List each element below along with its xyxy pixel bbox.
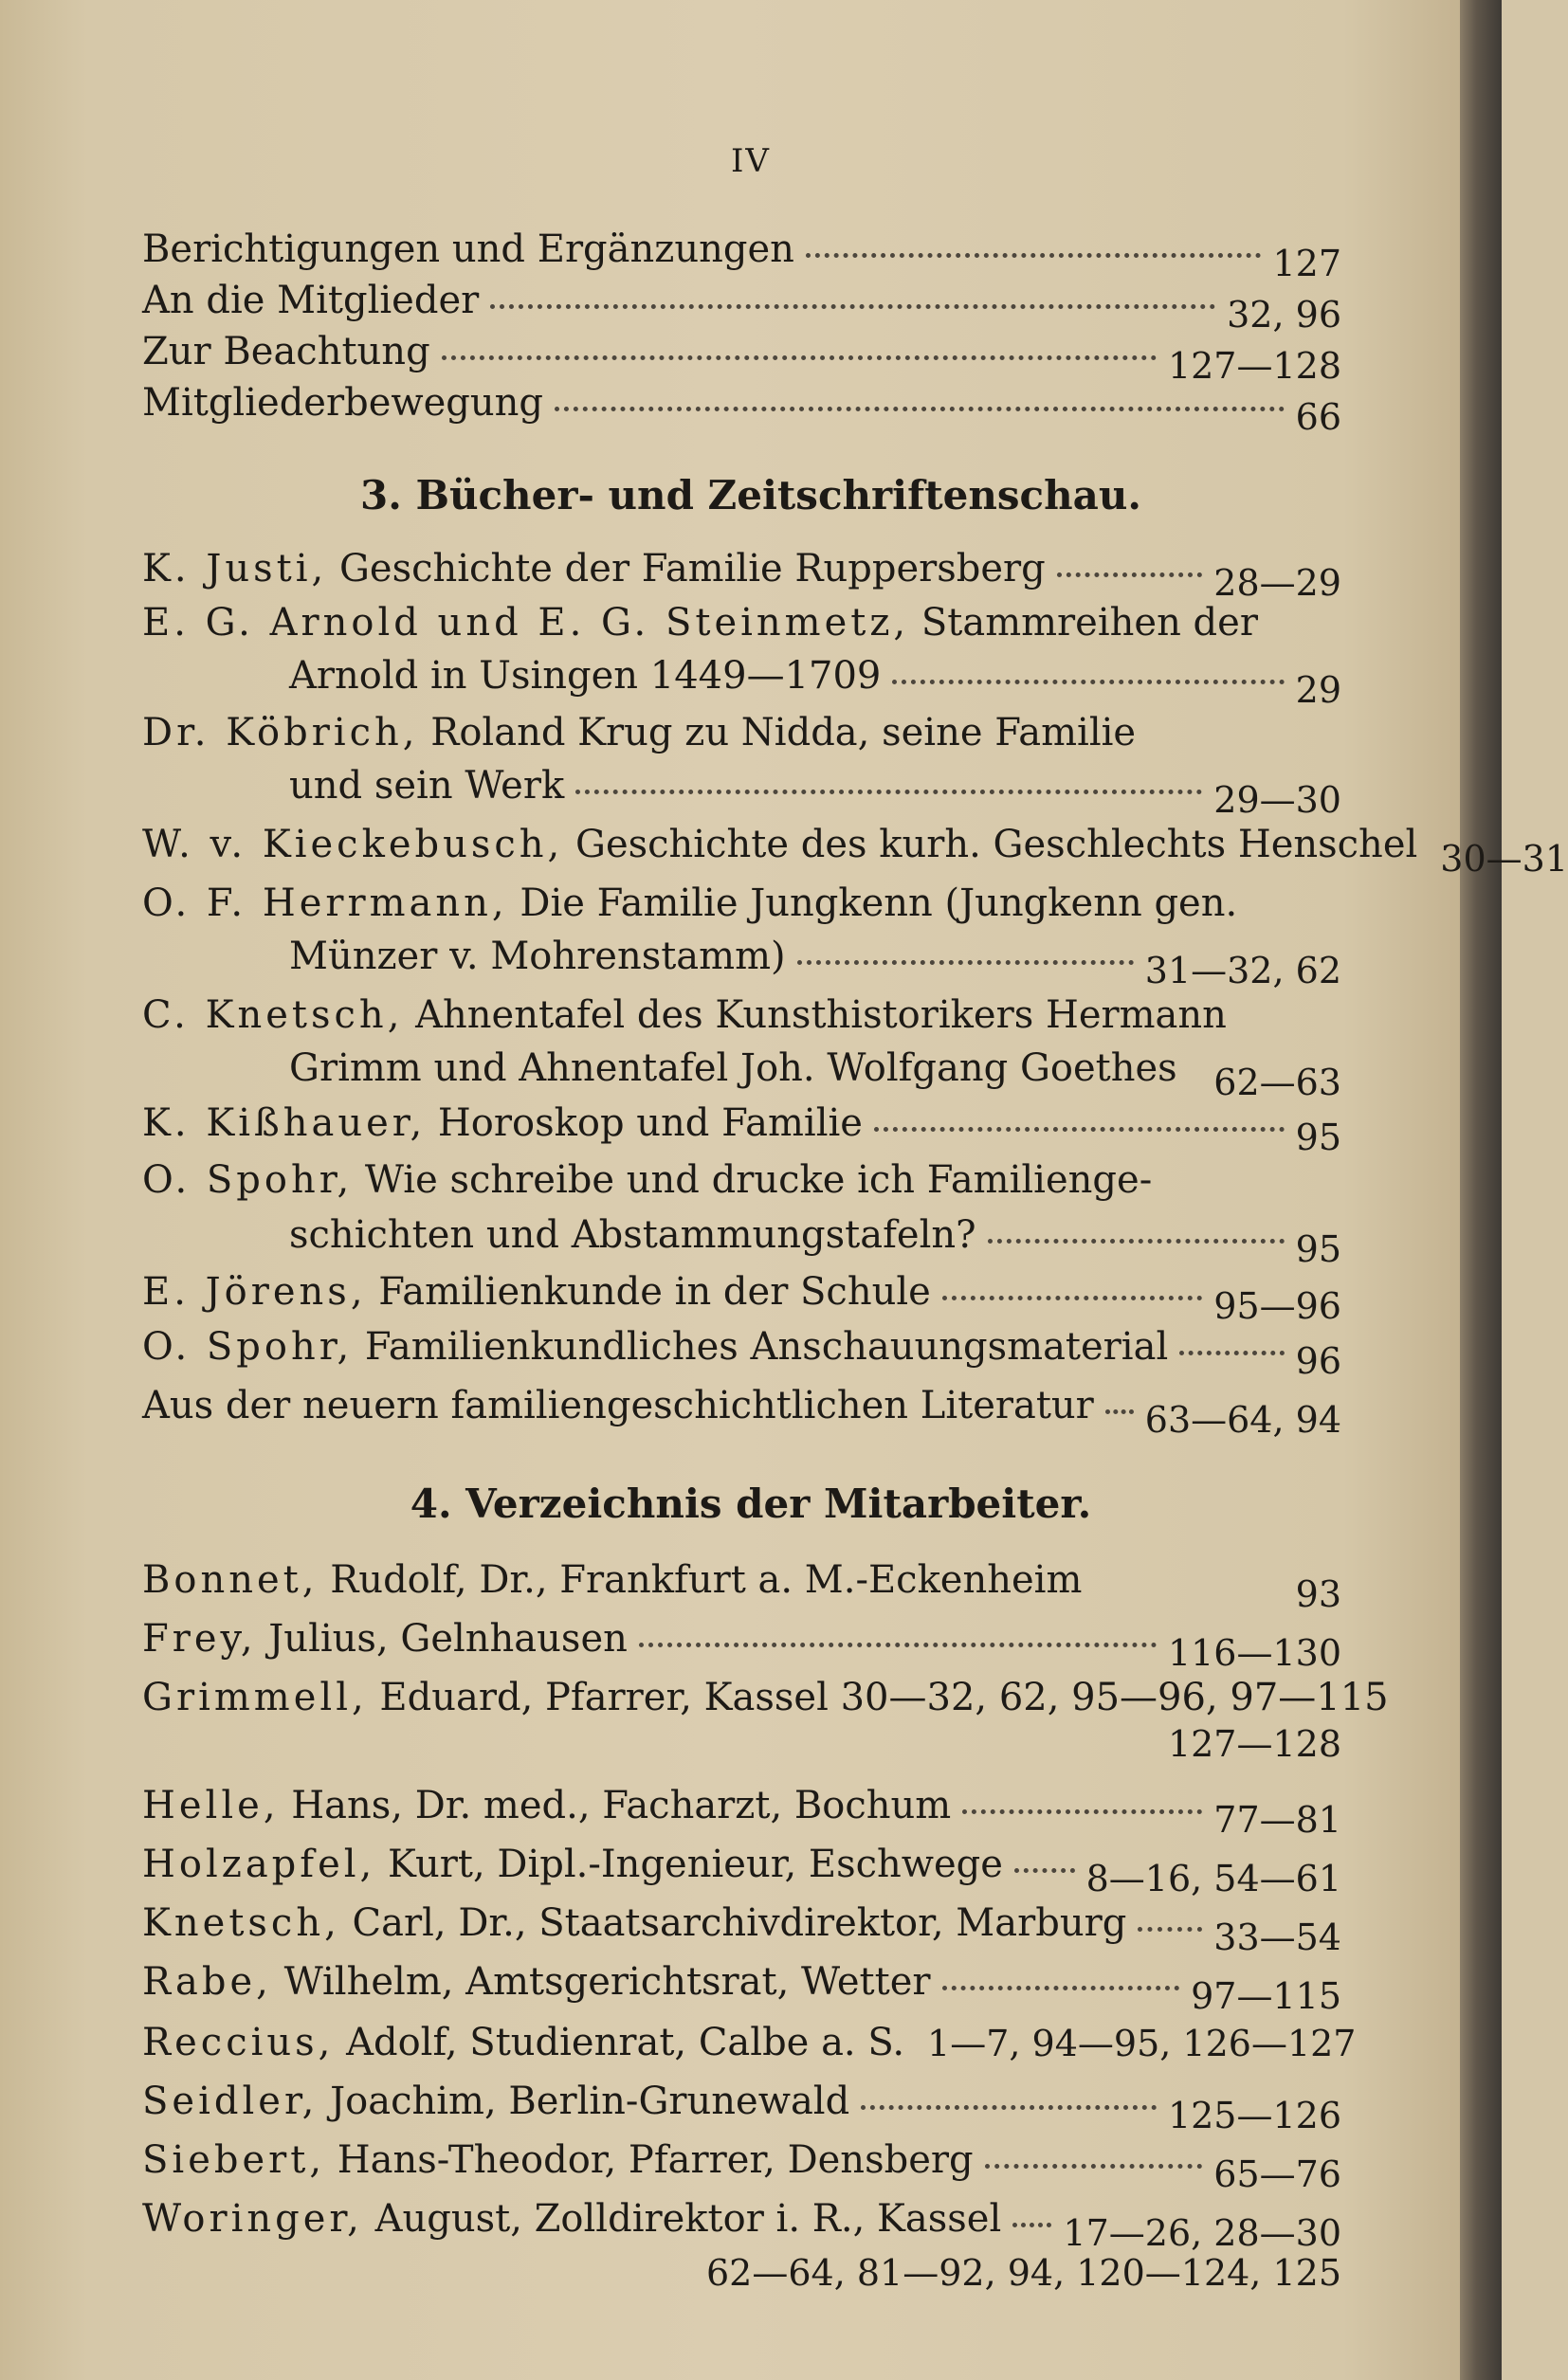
dot-leader	[1179, 1309, 1284, 1355]
review-title: Ahnentafel des Kunsthistorikers Hermann	[415, 993, 1227, 1037]
dot-leader	[490, 263, 1215, 309]
review-entry	[142, 1270, 931, 1314]
review-line-continued	[142, 923, 1341, 991]
contributor-entry	[142, 2021, 904, 2064]
contributor-details: Joachim, Berlin-Grunewald	[330, 2080, 850, 2123]
dot-leader	[892, 638, 1284, 684]
dot-leader	[806, 211, 1262, 258]
dot-leader	[1057, 531, 1203, 577]
section-heading: 4. Verzeichnis der Mitarbeiter.	[410, 1481, 1092, 1527]
contributor-line	[142, 1772, 1341, 1841]
review-line	[142, 1090, 1341, 1158]
review-title: Geschichte des kurh. Geschlechts Henschel	[574, 823, 1418, 866]
contributor-details: Rudolf, Dr., Frankfurt a. M.-Eckenheim	[330, 1558, 1083, 1602]
contributor-entry	[142, 1960, 931, 2004]
review-author: O. Spohr,	[142, 1325, 354, 1369]
contributor-line	[142, 2186, 1341, 2254]
contributor-surname: Seidler,	[142, 2080, 319, 2123]
contributor-entry	[142, 1676, 1389, 1719]
contributor-pages: 93	[1295, 1573, 1341, 1615]
contributor-surname: Siebert,	[142, 2138, 326, 2182]
review-pages: 96	[1295, 1340, 1341, 1382]
contributor-entry	[142, 1843, 1003, 1886]
contributor-surname: Reccius,	[142, 2021, 335, 2064]
contributor-pages: 125—126	[1167, 2095, 1341, 2136]
review-entry	[142, 547, 1046, 590]
contributor-details: Wilhelm, Amtsgerichtsrat, Wetter	[283, 1960, 931, 2004]
review-pages: 29	[1295, 669, 1341, 711]
review-line	[142, 590, 1341, 645]
contributor-line	[142, 2127, 1341, 2195]
review-line	[142, 982, 1341, 1037]
book-spine-shadow	[1460, 0, 1502, 2380]
contributor-pages: 97—115	[1191, 1975, 1341, 2017]
review-pages: 62—63	[1213, 1062, 1341, 1103]
review-pages: 30—31	[1440, 838, 1568, 880]
review-line	[142, 1314, 1341, 1382]
contributor-line	[142, 2009, 1357, 2064]
review-title-cont: und sein Werk	[289, 764, 565, 808]
dot-leader	[1014, 1826, 1075, 1873]
review-title: Horoskop und Familie	[437, 1101, 863, 1145]
review-author: O. F. Herrmann,	[142, 881, 508, 925]
contributor-pages: 8—16, 54—61	[1085, 1858, 1341, 1899]
review-pages: 95	[1295, 1228, 1341, 1270]
toc-entry-pages: 66	[1295, 396, 1341, 438]
review-author: O. Spohr,	[142, 1158, 354, 1202]
toc-entry-text: Zur Beachtung	[142, 330, 430, 373]
review-author: E. Jörens,	[142, 1270, 367, 1314]
review-author: W. v. Kieckebusch,	[142, 823, 564, 866]
review-title-cont: schichten und Abstammungstafeln?	[289, 1213, 976, 1257]
dot-leader	[797, 918, 1134, 965]
dot-leader	[988, 1197, 1285, 1244]
review-title: Geschichte der Familie Ruppersberg	[338, 547, 1046, 590]
contributor-details: Hans, Dr. med., Facharzt, Bochum	[291, 1784, 952, 1827]
review-line-continued	[142, 753, 1341, 821]
review-author: C. Knetsch,	[142, 993, 404, 1037]
review-title: Die Familie Jungkenn (Jungkenn gen.	[520, 881, 1238, 925]
contributor-pages: 116—130	[1167, 1632, 1341, 1674]
contributor-entry	[142, 1617, 628, 1661]
contributor-entry	[142, 2080, 849, 2123]
contributor-details: Julius, Gelnhausen	[268, 1617, 628, 1661]
review-pages: 95—96	[1213, 1285, 1341, 1327]
dot-leader	[575, 748, 1202, 794]
review-line-continued	[142, 1035, 1341, 1103]
review-title: Familienkunde in der Schule	[378, 1270, 931, 1314]
dot-leader	[1012, 2181, 1051, 2227]
contributor-details: Kurt, Dipl.-Ingenieur, Eschwege	[388, 1843, 1003, 1886]
dot-leader	[962, 1768, 1202, 1814]
review-title-cont: Grimm und Ahnentafel Joh. Wolfgang Goethes	[289, 1046, 1177, 1090]
review-title-cont: Münzer v. Mohrenstamm)	[289, 935, 786, 978]
review-line	[142, 1372, 1341, 1441]
review-title: Aus der neuern familiengeschichtlichen Literatur	[142, 1384, 1094, 1427]
review-title: Roland Krug zu Nidda, seine Familie	[430, 711, 1137, 754]
contributor-pages: 17—26, 28—30	[1063, 2212, 1341, 2254]
contributor-line	[142, 1949, 1341, 2017]
contributor-details: Carl, Dr., Staatsarchivdirektor, Marburg	[352, 1901, 1127, 1945]
contributor-pages: 1—7, 94—95, 126—127	[927, 2023, 1357, 2064]
contributor-line	[142, 1664, 1389, 1719]
toc-entry-text: Berichtigungen und Ergänzungen	[142, 227, 794, 271]
section-heading: 3. Bücher- und Zeitschriftenschau.	[359, 472, 1141, 518]
dot-leader	[1105, 1368, 1134, 1414]
contributor-line	[142, 1606, 1341, 1674]
review-title: Stammreihen der	[921, 601, 1258, 645]
dot-leader	[985, 2122, 1203, 2169]
toc-entry-text: Mitgliederbewegung	[142, 381, 544, 425]
contributor-surname: Helle,	[142, 1784, 280, 1827]
contributor-surname: Holzapfel,	[142, 1843, 376, 1886]
toc-line	[142, 370, 1341, 438]
review-line-continued	[142, 1202, 1341, 1270]
contributor-details: Eduard, Pfarrer, Kassel 30—32, 62, 95—96, 97—115	[379, 1676, 1389, 1719]
contributor-details: August, Zolldirektor i. R., Kassel	[374, 2197, 1002, 2241]
review-author: Dr. Köbrich,	[142, 711, 419, 754]
contributor-pages-cont: 62—64, 81—92, 94, 120—124, 125	[706, 2252, 1341, 2294]
dot-leader	[555, 365, 1285, 411]
dot-leader	[442, 314, 1157, 360]
review-line	[142, 1259, 1341, 1327]
contributor-details: Adolf, Studienrat, Calbe a. S.	[346, 2021, 905, 2064]
contributor-entry	[142, 2197, 1001, 2241]
contributor-entry	[142, 1558, 1082, 1602]
toc-entry-pages: 127—128	[1167, 345, 1341, 387]
review-line	[142, 1147, 1341, 1202]
contributor-surname: Knetsch,	[142, 1901, 340, 1945]
contributor-pages: 77—81	[1213, 1799, 1341, 1841]
review-title-cont: Arnold in Usingen 1449—1709	[289, 654, 882, 698]
review-author: K. Justi,	[142, 547, 328, 590]
review-entry	[142, 993, 1227, 1037]
contributor-pages: 65—76	[1213, 2153, 1341, 2195]
contributor-pages: 33—54	[1213, 1917, 1341, 1958]
contributor-surname: Bonnet,	[142, 1558, 319, 1602]
review-entry	[142, 1158, 1152, 1202]
review-pages: 29—30	[1213, 779, 1341, 821]
contributor-entry	[142, 1784, 951, 1827]
review-entry	[142, 823, 1417, 866]
toc-entry-pages: 127	[1272, 243, 1341, 284]
toc-entry-text: An die Mitglieder	[142, 279, 480, 322]
review-line	[142, 811, 1568, 880]
contributor-pages-cont: 127—128	[1167, 1723, 1341, 1765]
dot-leader	[942, 1254, 1202, 1300]
contributor-line	[142, 1547, 1341, 1615]
review-title: Wie schreibe und drucke ich Familienge-	[364, 1158, 1153, 1202]
review-author: E. G. Arnold und E. G. Steinmetz,	[142, 601, 910, 645]
contributor-surname: Woringer,	[142, 2197, 363, 2241]
review-line	[142, 699, 1341, 754]
review-entry	[142, 1101, 863, 1145]
toc-entry-pages: 32, 96	[1227, 294, 1341, 336]
dot-leader	[639, 1601, 1157, 1647]
review-pages: 31—32, 62	[1144, 950, 1341, 991]
review-line-continued	[142, 643, 1341, 711]
dot-leader	[874, 1085, 1285, 1132]
page-number: IV	[731, 142, 771, 180]
contributor-line	[142, 1890, 1341, 1958]
contributor-surname: Grimmell,	[142, 1676, 368, 1719]
review-pages: 95	[1295, 1117, 1341, 1158]
contributor-surname: Rabe,	[142, 1960, 272, 2004]
dot-leader	[861, 2063, 1157, 2110]
review-line	[142, 536, 1341, 604]
contributor-surname: Frey,	[142, 1617, 257, 1661]
contributor-line	[142, 1831, 1341, 1899]
contributor-entry	[142, 2138, 974, 2182]
contributor-details: Hans-Theodor, Pfarrer, Densberg	[337, 2138, 974, 2182]
review-title: Familienkundliches Anschauungsmaterial	[364, 1325, 1169, 1369]
dot-leader	[942, 1944, 1180, 1990]
review-author: K. Kißhauer,	[142, 1101, 427, 1145]
review-pages: 63—64, 94	[1144, 1399, 1341, 1441]
review-entry	[142, 1325, 1168, 1369]
review-line	[142, 870, 1341, 925]
contributor-line	[142, 2068, 1341, 2136]
contributor-entry	[142, 1901, 1126, 1945]
review-pages: 28—29	[1213, 562, 1341, 604]
dot-leader	[1138, 1885, 1202, 1932]
